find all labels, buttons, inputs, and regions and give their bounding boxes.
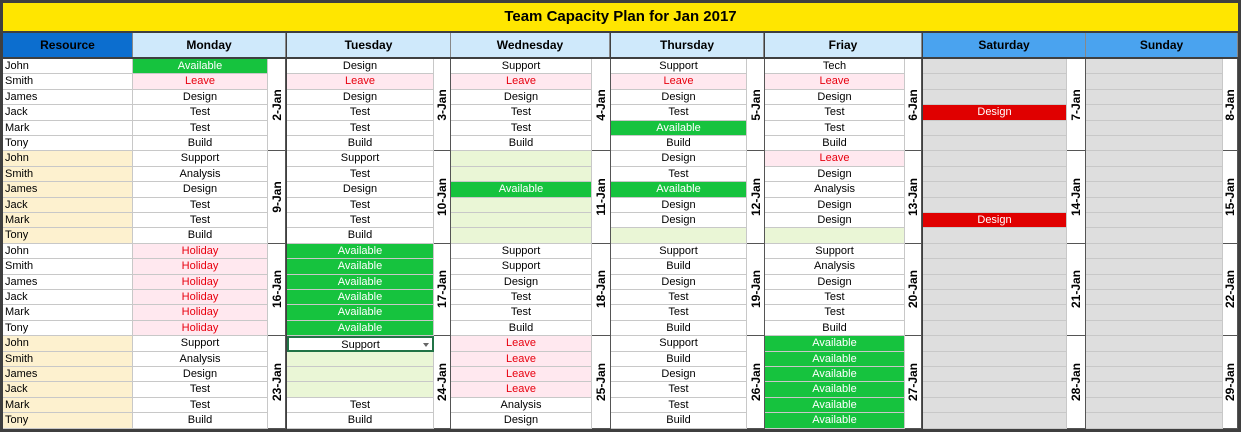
schedule-cell[interactable]: Holiday <box>133 321 268 336</box>
date-cell[interactable] <box>1067 59 1086 151</box>
date-cell[interactable] <box>1223 244 1238 336</box>
schedule-cell[interactable]: Design <box>923 213 1067 228</box>
schedule-cell[interactable]: Build <box>133 136 268 151</box>
schedule-cell[interactable]: Available <box>765 382 905 397</box>
date-label: 23-Jan <box>269 362 284 401</box>
schedule-cell[interactable]: Support <box>133 151 268 166</box>
schedule-cell[interactable]: Analysis <box>133 352 268 367</box>
sunday-header[interactable]: Sunday <box>1086 33 1238 57</box>
schedule-cell[interactable]: Test <box>611 305 747 320</box>
schedule-cell[interactable] <box>451 151 592 166</box>
schedule-cell[interactable] <box>923 182 1067 197</box>
schedule-cell[interactable] <box>923 382 1067 397</box>
schedule-cell[interactable] <box>1086 213 1223 228</box>
resource-cell[interactable]: John <box>3 336 133 351</box>
schedule-cell[interactable] <box>923 244 1067 259</box>
resource-cell[interactable]: Smith <box>3 352 133 367</box>
date-label: 26-Jan <box>748 362 763 401</box>
schedule-cell[interactable] <box>923 121 1067 136</box>
schedule-cell[interactable]: Test <box>133 121 268 136</box>
schedule-cell[interactable]: Test <box>611 105 747 120</box>
date-label: 5-Jan <box>748 89 763 121</box>
resource-cell[interactable]: Mark <box>3 398 133 413</box>
date-label: 14-Jan <box>1069 178 1083 217</box>
schedule-cell[interactable]: Build <box>611 259 747 274</box>
date-cell[interactable] <box>1223 336 1238 428</box>
schedule-cell[interactable]: Test <box>451 290 592 305</box>
schedule-cell[interactable] <box>1086 398 1223 413</box>
saturday-header[interactable]: Saturday <box>923 33 1086 57</box>
date-cell[interactable] <box>268 59 286 151</box>
schedule-cell[interactable]: Design <box>133 182 268 197</box>
resource-cell[interactable]: Jack <box>3 105 133 120</box>
schedule-cell[interactable]: Test <box>451 105 592 120</box>
resource-cell[interactable]: Jack <box>3 382 133 397</box>
schedule-cell[interactable]: Test <box>451 305 592 320</box>
date-label: 27-Jan <box>906 362 920 401</box>
schedule-cell[interactable] <box>1086 275 1223 290</box>
date-cell[interactable] <box>268 244 286 336</box>
schedule-cell[interactable] <box>923 398 1067 413</box>
schedule-cell[interactable] <box>923 290 1067 305</box>
date-cell[interactable] <box>592 244 611 336</box>
schedule-cell[interactable] <box>1086 352 1223 367</box>
schedule-cell[interactable]: Design <box>611 275 747 290</box>
schedule-cell[interactable]: Build <box>287 413 434 428</box>
date-label: 17-Jan <box>435 270 449 309</box>
schedule-cell[interactable] <box>923 305 1067 320</box>
schedule-cell[interactable]: Analysis <box>451 398 592 413</box>
schedule-cell[interactable] <box>1086 259 1223 274</box>
schedule-cell[interactable]: Design <box>765 275 905 290</box>
schedule-cell[interactable]: Design <box>133 90 268 105</box>
schedule-cell[interactable]: Available <box>287 259 434 274</box>
date-label: 12-Jan <box>748 178 763 217</box>
schedule-cell[interactable]: Test <box>287 121 434 136</box>
monday-header[interactable]: Monday <box>133 33 286 57</box>
resource-cell[interactable]: Smith <box>3 74 133 89</box>
date-cell[interactable] <box>1067 151 1086 243</box>
schedule-cell[interactable]: Design <box>287 90 434 105</box>
schedule-cell[interactable]: Available <box>765 336 905 351</box>
schedule-cell[interactable]: Design <box>765 213 905 228</box>
schedule-cell[interactable]: Available <box>451 182 592 197</box>
tuesday-header[interactable]: Tuesday <box>287 33 451 57</box>
schedule-cell[interactable]: Support <box>451 244 592 259</box>
schedule-cell[interactable]: Available <box>287 244 434 259</box>
date-cell[interactable] <box>592 59 611 151</box>
schedule-cell[interactable] <box>1086 413 1223 428</box>
schedule-cell[interactable]: Available <box>765 367 905 382</box>
date-label: 20-Jan <box>906 270 920 309</box>
schedule-cell[interactable] <box>923 352 1067 367</box>
resource-cell[interactable]: Smith <box>3 167 133 182</box>
schedule-cell[interactable]: Support <box>451 259 592 274</box>
schedule-cell[interactable] <box>1086 244 1223 259</box>
resource-cell[interactable]: Mark <box>3 121 133 136</box>
schedule-cell[interactable]: Leave <box>451 74 592 89</box>
schedule-cell[interactable] <box>1086 382 1223 397</box>
schedule-cell[interactable]: Build <box>133 413 268 428</box>
schedule-cell[interactable] <box>611 228 747 243</box>
date-cell[interactable] <box>747 336 765 428</box>
schedule-cell[interactable] <box>1086 198 1223 213</box>
schedule-cell[interactable]: Available <box>287 305 434 320</box>
schedule-cell[interactable]: Build <box>287 228 434 243</box>
schedule-cell[interactable] <box>923 321 1067 336</box>
schedule-cell[interactable]: Test <box>765 290 905 305</box>
schedule-cell[interactable] <box>765 228 905 243</box>
schedule-cell[interactable]: Support <box>451 59 592 74</box>
schedule-cell[interactable]: Test <box>611 398 747 413</box>
schedule-cell[interactable]: Build <box>611 352 747 367</box>
schedule-cell[interactable]: Available <box>611 121 747 136</box>
schedule-cell[interactable] <box>1086 305 1223 320</box>
schedule-cell[interactable] <box>923 275 1067 290</box>
date-label: 9-Jan <box>269 181 284 213</box>
schedule-cell[interactable]: Build <box>287 136 434 151</box>
schedule-cell[interactable]: Support <box>611 244 747 259</box>
schedule-cell[interactable]: Test <box>287 213 434 228</box>
schedule-cell[interactable]: Build <box>611 136 747 151</box>
schedule-cell[interactable] <box>923 336 1067 351</box>
schedule-cell[interactable]: Build <box>765 321 905 336</box>
schedule-cell[interactable]: Design <box>451 275 592 290</box>
schedule-cell[interactable]: Build <box>765 136 905 151</box>
schedule-cell[interactable]: Leave <box>287 74 434 89</box>
schedule-cell[interactable]: Leave <box>451 336 592 351</box>
resource-cell[interactable]: James <box>3 275 133 290</box>
resource-cell[interactable]: Tony <box>3 413 133 428</box>
dropdown-arrow-icon[interactable] <box>423 343 429 347</box>
schedule-cell[interactable] <box>1086 74 1223 89</box>
schedule-cell[interactable]: Support <box>765 244 905 259</box>
date-label: 25-Jan <box>594 362 608 401</box>
wednesday-header[interactable]: Wednesday <box>451 33 610 57</box>
schedule-cell[interactable] <box>1086 182 1223 197</box>
date-cell[interactable] <box>747 59 765 151</box>
schedule-cell[interactable]: Available <box>765 413 905 428</box>
schedule-cell[interactable]: Test <box>287 398 434 413</box>
schedule-cell[interactable] <box>923 136 1067 151</box>
date-cell[interactable] <box>268 151 286 243</box>
date-label: 21-Jan <box>1069 270 1083 309</box>
resource-header[interactable]: Resource <box>3 33 133 57</box>
schedule-cell[interactable] <box>923 90 1067 105</box>
schedule-cell[interactable] <box>923 74 1067 89</box>
schedule-cell[interactable]: Design <box>611 90 747 105</box>
schedule-cell[interactable] <box>1086 367 1223 382</box>
resource-cell[interactable]: Tony <box>3 228 133 243</box>
date-cell[interactable] <box>905 151 922 243</box>
schedule-cell[interactable] <box>1086 167 1223 182</box>
schedule-cell[interactable]: Leave <box>765 151 905 166</box>
schedule-cell[interactable]: Test <box>133 105 268 120</box>
schedule-cell[interactable]: Holiday <box>133 259 268 274</box>
date-cell[interactable] <box>434 151 451 243</box>
resource-cell[interactable]: James <box>3 90 133 105</box>
date-label: 19-Jan <box>748 270 763 309</box>
schedule-cell[interactable] <box>1086 336 1223 351</box>
date-label: 18-Jan <box>594 270 608 309</box>
schedule-cell[interactable]: Test <box>765 305 905 320</box>
schedule-cell[interactable]: Holiday <box>133 290 268 305</box>
schedule-cell[interactable]: Build <box>611 321 747 336</box>
date-cell[interactable] <box>1223 151 1238 243</box>
schedule-cell[interactable] <box>287 367 434 382</box>
schedule-cell[interactable]: Support <box>611 59 747 74</box>
resource-cell[interactable]: James <box>3 182 133 197</box>
schedule-cell[interactable] <box>451 228 592 243</box>
schedule-cell[interactable]: Design <box>923 105 1067 120</box>
date-cell[interactable] <box>268 336 286 428</box>
resource-cell[interactable]: John <box>3 59 133 74</box>
resource-cell[interactable]: Smith <box>3 259 133 274</box>
schedule-cell[interactable]: Test <box>611 290 747 305</box>
date-cell[interactable] <box>747 244 765 336</box>
date-cell[interactable] <box>434 244 451 336</box>
schedule-cell[interactable] <box>923 198 1067 213</box>
schedule-cell[interactable]: Design <box>451 413 592 428</box>
schedule-cell[interactable]: Holiday <box>133 244 268 259</box>
schedule-cell[interactable]: Build <box>451 321 592 336</box>
resource-cell[interactable]: Jack <box>3 198 133 213</box>
date-label: 4-Jan <box>594 89 608 121</box>
schedule-cell[interactable] <box>923 367 1067 382</box>
resource-cell[interactable]: Mark <box>3 305 133 320</box>
schedule-cell[interactable]: Test <box>133 198 268 213</box>
schedule-cell[interactable]: Test <box>611 382 747 397</box>
schedule-cell[interactable] <box>1086 59 1223 74</box>
resource-cell[interactable]: John <box>3 151 133 166</box>
schedule-cell[interactable]: Available <box>287 321 434 336</box>
schedule-cell[interactable] <box>1086 151 1223 166</box>
date-label: 28-Jan <box>1069 362 1083 401</box>
schedule-cell[interactable]: Analysis <box>765 182 905 197</box>
schedule-cell[interactable]: Design <box>765 167 905 182</box>
resource-cell[interactable]: James <box>3 367 133 382</box>
schedule-cell[interactable]: Test <box>765 105 905 120</box>
date-cell[interactable] <box>747 151 765 243</box>
schedule-cell[interactable]: Leave <box>451 382 592 397</box>
date-label: 16-Jan <box>269 270 284 309</box>
schedule-cell[interactable]: Analysis <box>133 167 268 182</box>
schedule-cell[interactable]: Design <box>451 90 592 105</box>
date-label: 10-Jan <box>435 178 449 217</box>
date-label: 7-Jan <box>1069 89 1083 121</box>
schedule-cell[interactable]: Holiday <box>133 275 268 290</box>
schedule-cell[interactable]: Test <box>287 105 434 120</box>
schedule-cell[interactable]: Leave <box>451 367 592 382</box>
schedule-cell[interactable]: Design <box>611 151 747 166</box>
schedule-cell[interactable]: Holiday <box>133 305 268 320</box>
date-cell[interactable] <box>905 244 922 336</box>
schedule-cell[interactable] <box>923 167 1067 182</box>
schedule-cell[interactable]: Design <box>765 90 905 105</box>
schedule-cell[interactable]: Test <box>451 121 592 136</box>
schedule-cell[interactable]: Support <box>287 336 434 351</box>
schedule-cell[interactable]: Leave <box>611 74 747 89</box>
schedule-cell[interactable]: Design <box>287 59 434 74</box>
date-cell[interactable] <box>905 336 922 428</box>
resource-cell[interactable]: Mark <box>3 213 133 228</box>
schedule-cell[interactable]: Available <box>765 398 905 413</box>
resource-cell[interactable]: Tony <box>3 136 133 151</box>
schedule-cell[interactable] <box>923 59 1067 74</box>
date-cell[interactable] <box>434 59 451 151</box>
schedule-cell[interactable]: Test <box>287 198 434 213</box>
schedule-cell[interactable] <box>287 382 434 397</box>
schedule-cell[interactable] <box>1086 121 1223 136</box>
date-label: 29-Jan <box>1223 362 1237 401</box>
schedule-cell[interactable] <box>1086 105 1223 120</box>
schedule-cell[interactable]: Design <box>765 198 905 213</box>
schedule-cell[interactable] <box>1086 90 1223 105</box>
schedule-cell[interactable]: Leave <box>765 74 905 89</box>
schedule-cell[interactable]: Available <box>287 275 434 290</box>
schedule-cell[interactable] <box>923 151 1067 166</box>
schedule-cell[interactable]: Analysis <box>765 259 905 274</box>
schedule-cell[interactable] <box>451 213 592 228</box>
date-cell[interactable] <box>592 151 611 243</box>
schedule-cell[interactable] <box>451 198 592 213</box>
schedule-cell[interactable]: Test <box>765 121 905 136</box>
schedule-cell[interactable]: Design <box>611 198 747 213</box>
schedule-cell[interactable]: Design <box>611 213 747 228</box>
schedule-cell[interactable]: Test <box>611 167 747 182</box>
schedule-cell[interactable] <box>923 259 1067 274</box>
date-cell[interactable] <box>1067 244 1086 336</box>
date-label: 11-Jan <box>594 178 608 216</box>
date-cell[interactable] <box>434 336 451 428</box>
schedule-cell[interactable]: Build <box>133 228 268 243</box>
schedule-cell[interactable]: Available <box>287 290 434 305</box>
resource-cell[interactable]: Tony <box>3 321 133 336</box>
date-label: 8-Jan <box>1223 89 1237 121</box>
schedule-cell[interactable]: Available <box>765 352 905 367</box>
schedule-cell[interactable] <box>287 352 434 367</box>
schedule-cell[interactable] <box>1086 290 1223 305</box>
schedule-cell[interactable]: Build <box>451 136 592 151</box>
schedule-cell[interactable] <box>923 228 1067 243</box>
date-cell[interactable] <box>1223 59 1238 151</box>
schedule-cell[interactable] <box>451 167 592 182</box>
date-cell[interactable] <box>1067 336 1086 428</box>
schedule-cell[interactable]: Leave <box>133 74 268 89</box>
date-label: 6-Jan <box>906 89 920 121</box>
schedule-cell[interactable]: Build <box>611 413 747 428</box>
date-label: 24-Jan <box>435 362 449 401</box>
schedule-cell[interactable]: Available <box>611 182 747 197</box>
schedule-cell[interactable]: Support <box>611 336 747 351</box>
sheet-title[interactable]: Team Capacity Plan for Jan 2017 <box>3 3 1238 31</box>
date-cell[interactable] <box>905 59 922 151</box>
schedule-cell[interactable]: Test <box>133 213 268 228</box>
schedule-cell[interactable]: Design <box>611 367 747 382</box>
resource-cell[interactable]: Jack <box>3 290 133 305</box>
date-label: 15-Jan <box>1223 178 1237 217</box>
schedule-cell[interactable] <box>1086 228 1223 243</box>
date-label: 2-Jan <box>269 89 284 121</box>
schedule-cell[interactable]: Design <box>287 182 434 197</box>
schedule-cell[interactable] <box>1086 136 1223 151</box>
schedule-cell[interactable]: Design <box>133 367 268 382</box>
schedule-cell[interactable]: Support <box>133 336 268 351</box>
thursday-header[interactable]: Thursday <box>611 33 764 57</box>
schedule-cell[interactable]: Leave <box>451 352 592 367</box>
schedule-cell[interactable]: Test <box>133 398 268 413</box>
schedule-cell[interactable]: Tech <box>765 59 905 74</box>
schedule-cell[interactable]: Test <box>287 167 434 182</box>
schedule-cell[interactable] <box>1086 321 1223 336</box>
schedule-cell[interactable]: Available <box>133 59 268 74</box>
date-cell[interactable] <box>592 336 611 428</box>
schedule-cell[interactable]: Test <box>133 382 268 397</box>
friday-header[interactable]: Friay <box>765 33 922 57</box>
schedule-cell[interactable] <box>923 413 1067 428</box>
resource-cell[interactable]: John <box>3 244 133 259</box>
date-label: 3-Jan <box>435 89 449 121</box>
date-label: 22-Jan <box>1223 270 1237 309</box>
schedule-cell[interactable]: Support <box>287 151 434 166</box>
date-label: 13-Jan <box>906 178 920 217</box>
